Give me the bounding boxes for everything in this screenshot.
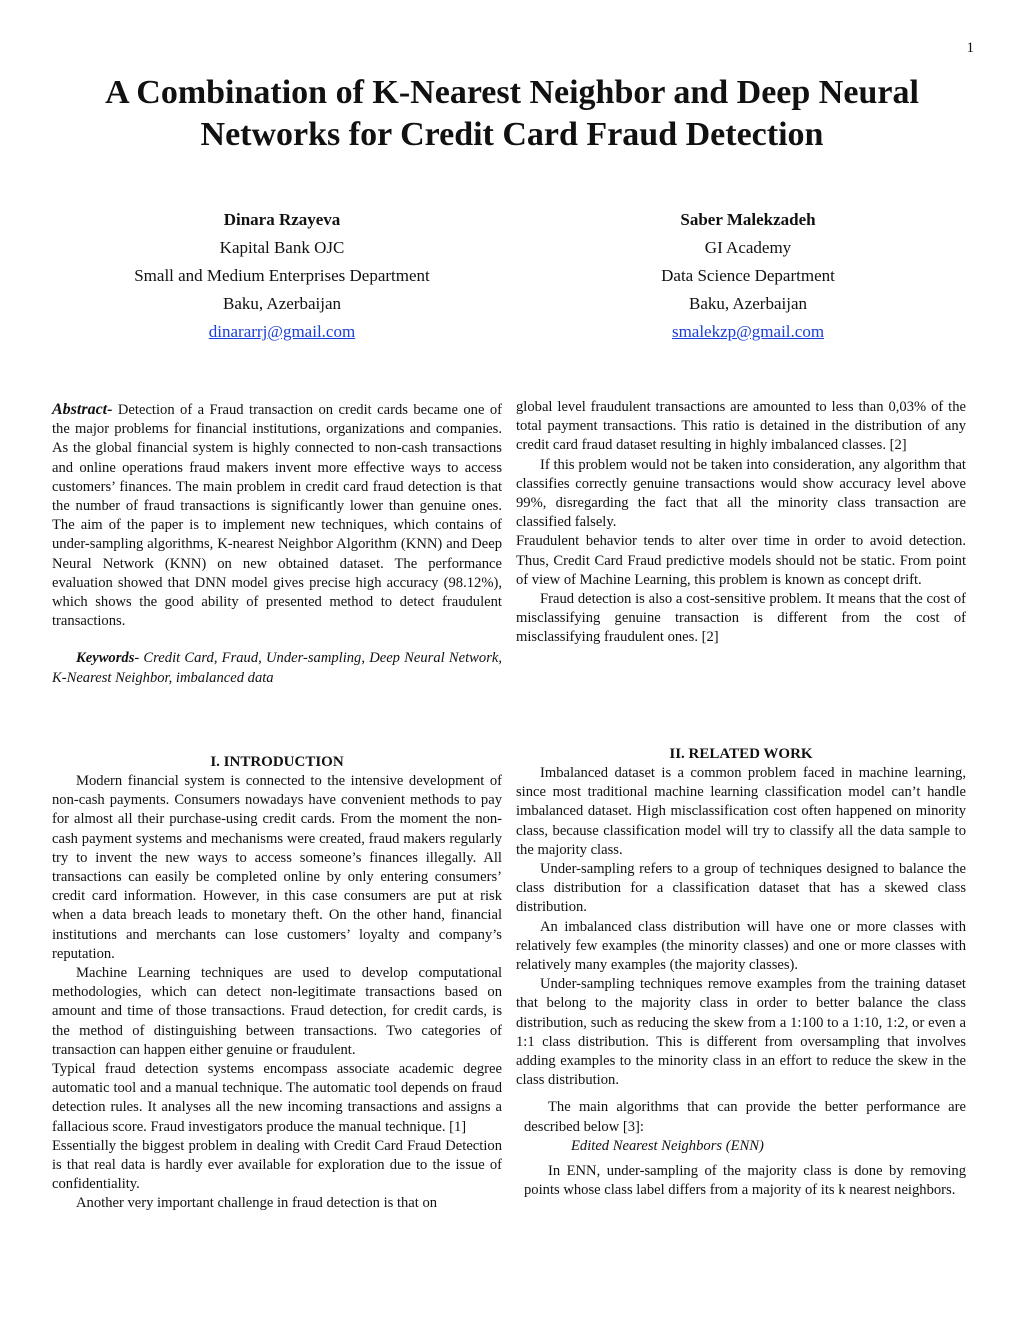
author-dept: Data Science Department [661,266,835,285]
abstract-section [52,400,502,688]
body-paragraph: In ENN, under-sampling of the majority class is done by removing points whose class label differs from a majority of its k nearest neighbors. [524,1163,966,1199]
author-block-1 [72,206,492,346]
keywords-text: - Credit Card, Fraud, Under-sampling, Deep Neural Network, K-Nearest Neighbor, imbalanced data [52,650,502,686]
abstract-label: Abstract- [52,401,113,418]
section-heading-introduction: I. INTRODUCTION [210,754,344,770]
introduction-section [52,752,502,1214]
body-paragraph: Another very important challenge in fraud detection is that on [76,1195,438,1212]
author-dept: Small and Medium Enterprises Department [134,266,430,285]
section-heading-related-work: II. RELATED WORK [669,746,813,762]
body-paragraph: Typical fraud detection systems encompass associate academic degree automatic tool and a manual technique. The automatic tool depends on fraud detection rules. It analyses all the new incoming transactions and assigns a fallacious score. Fraud investigators produce the manual technique. [1] [52,1061,502,1135]
author-location: Baku, Azerbaijan [222,294,341,313]
body-paragraph: Modern financial system is connected to the intensive development of non-cash payments. Consumers nowadays have convenient methods to pay for almost all their purchase-using credit cards. From the moment the non-cash payment systems and mechanisms were created, fraud makers regularly try to invent the new ways to access someone’s finances illegally. All transactions can easily be completed online by only entering consumers’ credit card information. However, in this case consumers are put at risk when a data breach leads to monetary theft. On the other hand, financial institutions and merchants can lose customers’ loyalty and company’s reputation. [52,773,502,962]
keywords-paragraph [52,649,502,687]
body-paragraph: Essentially the biggest problem in dealing with Credit Card Fraud Detection is that real data is hardly ever available for exploration due to the issue of confidentiality. [52,1137,502,1193]
author-org: GI Academy [704,238,792,257]
related-work-section [516,744,966,1200]
body-paragraph: If this problem would not be taken into consideration, any algorithm that classifies correctly genuine transactions would show accuracy level above 99%, disregarding the fact that all the minority class transaction are classified falsely. [516,456,966,531]
author-name: Dinara Rzayeva [223,210,341,229]
keywords-label: Keywords [76,650,135,667]
body-paragraph: Fraud detection is also a cost-sensitive problem. It means that the cost of misclassifying genuine transaction is different from the cost of misclassifying fraudulent ones. [2] [516,591,966,646]
body-paragraph: Fraudulent behavior tends to alter over time in order to avoid detection. Thus, Credit Card Fraud predictive models should not be static. From point of view of Machine Learning, this problem is known as concept drift. [516,533,966,588]
abstract-text: Detection of a Fraud transaction on credit cards became one of the major problems for financial institutions, organizations and companies. As the global financial system is highly connected to non-cash transactions and online operations fraud makers invent more effective ways to access customers’ finances. The main problem in credit card fraud detection is that the number of fraud transactions is significantly lower than genuine ones. The aim of the paper is to implement new techniques, which contains of under-sampling algorithms, K-nearest Neighbor Algorithm (KNN) and Deep Neural Network (KNN) on new obtained dataset. The performance evaluation showed that DNN model gives precise high accuracy (98.12%), which shows the good ability of presented method to detect fraudulent transactions. [52,402,503,630]
subsection-heading-enn: Edited Nearest Neighbors (ENN) [571,1137,764,1154]
author-org: Kapital Bank OJC [219,238,345,257]
body-paragraph: Under-sampling techniques remove examples from the training dataset that belong to the majority class in order to better balance the class distribution, such as reducing the skew from a 1:100 to a 1:10, 1:2, or even a 1:1 class distribution. This is different from oversampling that involves adding examples to the minority class in an effort to reduce the skew in the class distribution. [516,976,966,1089]
intro-continuation-column [516,398,966,648]
page-number: 1 [966,40,974,56]
body-paragraph: An imbalanced class distribution will have one or more classes with relatively few examples (the minority classes) and one or more classes with relatively many examples (the majority classes). [516,918,966,974]
abstract-paragraph [52,400,502,631]
body-paragraph: Under-sampling refers to a group of techniques designed to balance the class distribution for a classification dataset that has a skewed class distribution. [516,861,966,916]
author-email-link[interactable]: smalekzp@gmail.com [671,322,825,341]
author-block-2 [538,206,958,346]
body-paragraph: The main algorithms that can provide the better performance are described below [3]: [524,1099,966,1135]
author-email-link[interactable]: dinararrj@gmail.com [208,322,356,341]
body-paragraph: global level fraudulent transactions are amounted to less than 0,03% of the total payment transactions. This ratio is detained in the distribution of any credit card fraud dataset resulting in highly imbalanced classes. [2] [516,399,966,454]
body-paragraph: Machine Learning techniques are used to develop computational methodologies, which can detect non-legitimate transactions based on amount and time of those transactions. Fraud detection, for credit cards, is the method of distinguishing between transactions. Two categories of transaction can happen either genuine or fraudulent. [52,965,502,1058]
author-location: Baku, Azerbaijan [688,294,807,313]
body-paragraph: Imbalanced dataset is a common problem faced in machine learning, since most traditional machine learning classification model can’t handle imbalanced dataset. High misclassification cost often happened on minority class, because classification model will try to classify all the data sample to the majority class. [516,765,966,858]
author-name: Saber Malekzadeh [680,210,816,229]
paper-title: A Combination of K-Nearest Neighbor and Deep Neural Networks for Credit Card Fraud Detection [105,74,919,153]
